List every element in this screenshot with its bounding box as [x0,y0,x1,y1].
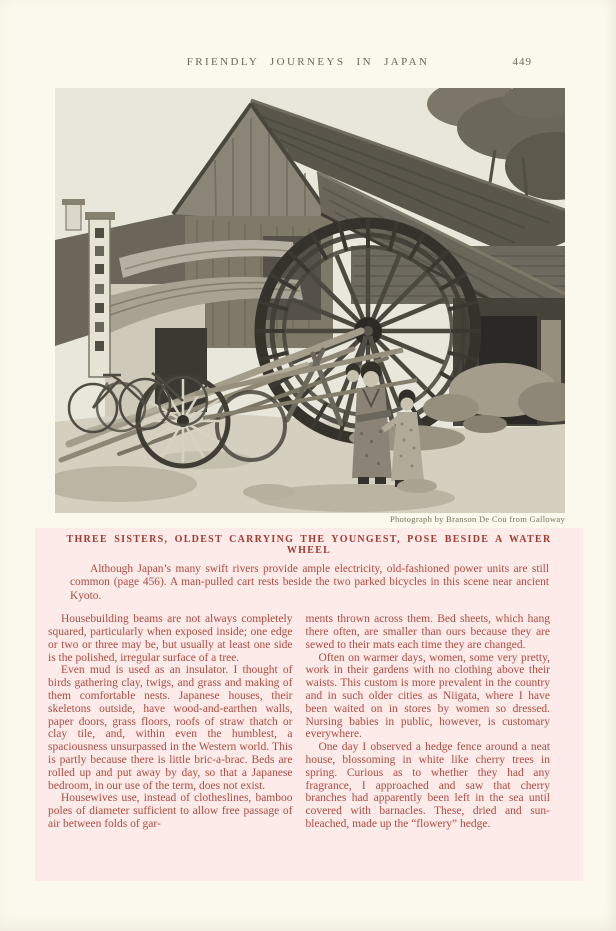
caption-heading: THREE SISTERS, OLDEST CARRYING THE YOUNGEST, POSE BESIDE A WATER WHEEL [66,534,552,556]
running-header-title: FRIENDLY JOURNEYS IN JAPAN [186,56,430,68]
paragraph: One day I observed a hedge fence around a neat house, blossoming in white like cherry trees in spring. Curious as to whether they had any fragrance, I approached and saw that cherry branches had apparently been left in the sea until covered with barnacles. These, dried and sun-bleached, made up the “flowery” hedge. [305,741,550,830]
page-number: 449 [512,56,532,68]
paragraph: Housebuilding beams are not always completely squared, particularly when exposed inside; one edge or two or three may be, but usually at least one side is the polished, irregular surface of a tree. [48,613,293,664]
body-column-right [306,613,551,831]
paragraph: Housewives use, instead of clotheslines, bamboo poles of diameter sufficient to allow free passage of air between folds of gar- [48,792,293,830]
paragraph: Even mud is used as an insulator. I thought of birds gathering clay, twigs, and grass and making of them comfortable nests. Japanese houses, their skeletons outside, have wood-and-earthen walls, paper doors, grass floors, roofs of straw thatch or clay tile, and, within even the humblest, a spaciousness unsurpassed in the Western world. This is partly because there is little bric-a-brac. Beds are rolled up and put away by day, so that a Japanese bedroom, in our use of the term, does not exist. [48,664,293,792]
caption-and-text-block [35,528,583,881]
japanese-sign [85,212,115,377]
paragraph: Often on warmer days, women, some very pretty, work in their gardens with no clothing above their waists. This custom is more prevalent in the country and in such older cities as Niigata, where I have been waited on in stores by women so dressed. Nursing babies in public, however, is customary everywhere. [305,651,550,741]
caption-paragraph: Although Japan’s many swift rivers provide ample electricity, old-fashioned power units are still common (page 456). A man-pulled cart rests beside the two parked bicycles in this scene near ancient Kyoto. [70,563,549,602]
running-header [0,56,616,72]
body-columns [48,613,550,831]
photo-credit: Photograph by Branson De Cou from Galloway [389,514,565,524]
paragraph: ments thrown across them. Bed sheets, which hang there often, are smaller than ours because they are sewed to their mats each time they are changed. [305,613,550,651]
body-column-left [48,613,293,831]
photo-illustration [55,88,565,513]
photo-water-wheel [55,88,565,513]
